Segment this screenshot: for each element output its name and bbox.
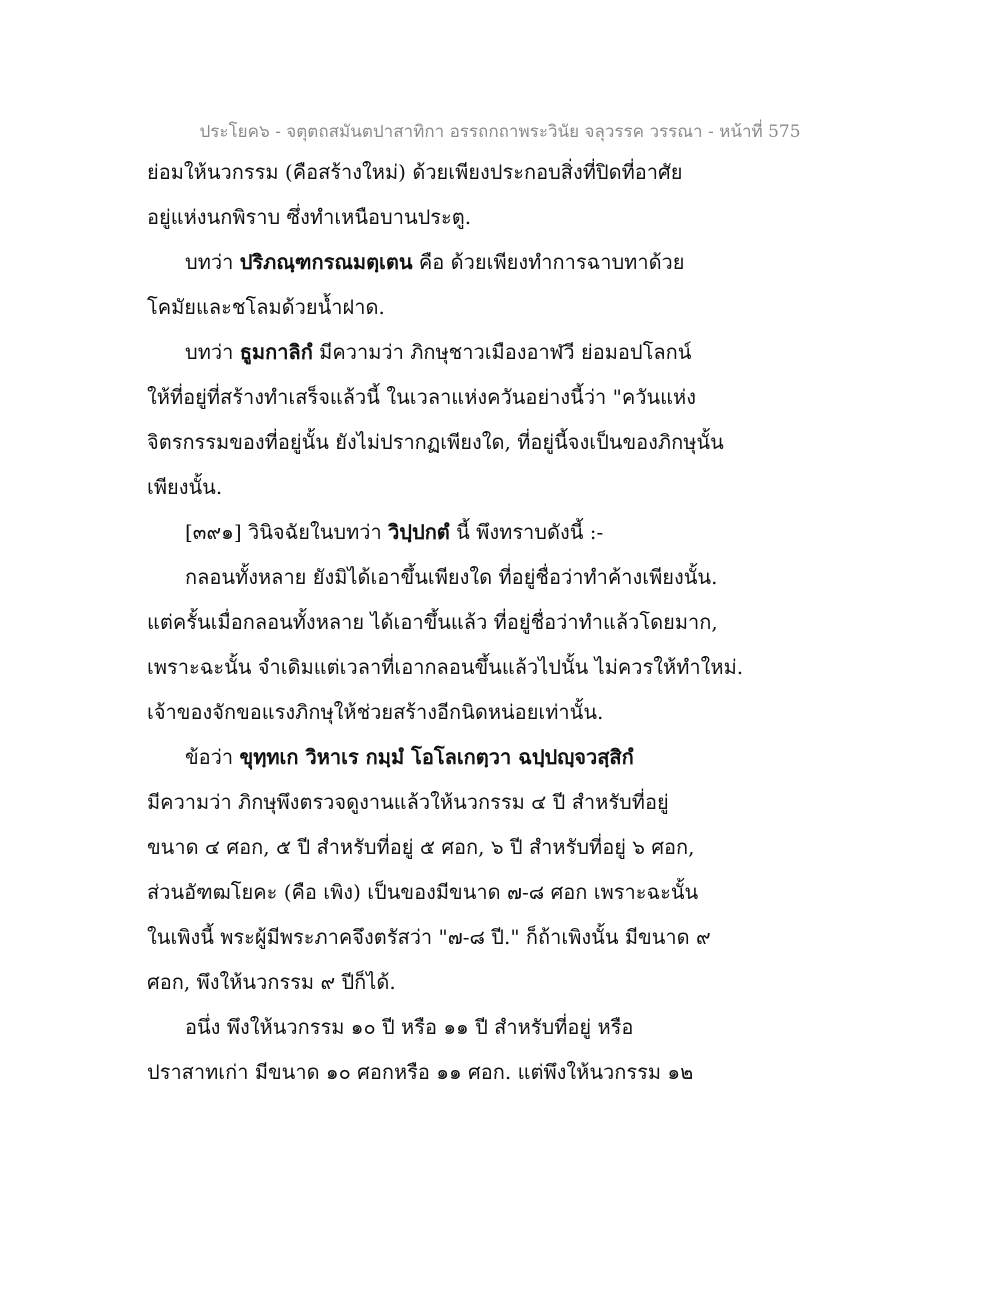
- text-span: อยู่แห่งนกพิราบ ซึ่งทำเหนือบานประตู.: [147, 205, 472, 229]
- text-span: ศอก, พึงให้นวกรรม ๙ ปีก็ได้.: [147, 970, 396, 994]
- text-span: เพราะฉะนั้น จำเดิมแต่เวลาที่เอากลอนขึ้นแล้วไปนั้น ไม่ควรให้ทำใหม่.: [147, 655, 744, 679]
- text-line: [147, 287, 867, 327]
- pali-term: ขุทฺทเก วิหาเร กมฺมํ โอโลเกตฺวา ฉปฺปญฺจวสฺสิกํ: [239, 745, 634, 769]
- text-span: เจ้าของจักขอแรงภิกษุให้ช่วยสร้างอีกนิดหน่อยเท่านั้น.: [147, 700, 604, 724]
- running-header: ประโยค๖ - จตุตถสมันตปาสาทิกา อรรถกถาพระวินัย จลุวรรค วรรณา - หน้าที่ 575: [199, 122, 801, 142]
- text-line: [147, 332, 867, 372]
- text-line: [147, 1052, 867, 1092]
- text-line: [147, 512, 867, 552]
- text-line: [147, 242, 867, 282]
- text-line: [147, 782, 867, 822]
- text-span: เพียงนั้น.: [147, 475, 223, 499]
- text-line: [147, 962, 867, 1002]
- text-span: อนึ่ง พึงให้นวกรรม ๑๐ ปี หรือ ๑๑ ปี สำหรับที่อยู่ หรือ: [185, 1015, 634, 1039]
- text-span: กลอนทั้งหลาย ยังมิได้เอาขึ้นเพียงใด ที่อยู่ชื่อว่าทำค้างเพียงนั้น.: [185, 565, 718, 589]
- pali-term: วิปฺปกตํ: [388, 520, 450, 544]
- text-span: ส่วนอัฑฒโยคะ (คือ เพิง) เป็นของมีขนาด ๗-๘ ศอก เพราะฉะนั้น: [147, 880, 699, 904]
- text-span: นี้ พึงทราบดังนี้ :-: [449, 520, 604, 544]
- text-span: ในเพิงนี้ พระผู้มีพระภาคจึงตรัสว่า "๗-๘ ปี." ก็ถ้าเพิงนั้น มีขนาด ๙: [147, 925, 711, 949]
- text-line: [147, 152, 867, 192]
- text-span: จิตรกรรมของที่อยู่นั้น ยังไม่ปรากฏเพียงใด, ที่อยู่นี้จงเป็นของภิกษุนั้น: [147, 430, 724, 454]
- text-span: โคมัยและชโลมด้วยน้ำฝาด.: [147, 295, 385, 319]
- text-span: มีความว่า ภิกษุชาวเมืองอาฬวี ย่อมอปโลกน์: [312, 340, 692, 364]
- text-span: ให้ที่อยู่ที่สร้างทำเสร็จแล้วนี้ ในเวลาแห่งควันอย่างนี้ว่า "ควันแห่ง: [147, 385, 696, 409]
- text-line: [147, 377, 867, 417]
- text-span: ข้อว่า: [185, 745, 240, 769]
- text-line: [147, 1007, 867, 1047]
- text-span: แต่ครั้นเมื่อกลอนทั้งหลาย ได้เอาขึ้นแล้ว ที่อยู่ชื่อว่าทำแล้วโดยมาก,: [147, 610, 718, 634]
- text-line: [147, 557, 867, 597]
- text-line: [147, 647, 867, 687]
- text-line: [147, 602, 867, 642]
- text-line: [147, 692, 867, 732]
- text-line: [147, 917, 867, 957]
- text-span: ย่อมให้นวกรรม (คือสร้างใหม่) ด้วยเพียงประกอบสิ่งที่ปิดที่อาศัย: [147, 160, 683, 184]
- text-span: ขนาด ๔ ศอก, ๕ ปี สำหรับที่อยู่ ๕ ศอก, ๖ ปี สำหรับที่อยู่ ๖ ศอก,: [147, 835, 695, 859]
- text-span: บทว่า: [185, 340, 240, 364]
- text-span: [๓๙๑] วินิจฉัยในบทว่า: [185, 520, 389, 544]
- text-span: ปราสาทเก่า มีขนาด ๑๐ ศอกหรือ ๑๑ ศอก. แต่พึงให้นวกรรม ๑๒: [147, 1060, 694, 1084]
- pali-term: ธูมกาลิกํ: [239, 340, 313, 364]
- text-line: [147, 827, 867, 867]
- text-line: [147, 197, 867, 237]
- text-line: [147, 422, 867, 462]
- text-line: [147, 467, 867, 507]
- text-line: [147, 872, 867, 912]
- body-text: [147, 152, 867, 1097]
- text-span: คือ ด้วยเพียงทำการฉาบทาด้วย: [412, 250, 685, 274]
- pali-term: ปริภณฺฑกรณมตฺเตน: [239, 250, 413, 274]
- text-line: [147, 737, 867, 777]
- text-span: บทว่า: [185, 250, 240, 274]
- text-span: มีความว่า ภิกษุพึงตรวจดูงานแล้วให้นวกรรม ๔ ปี สำหรับที่อยู่: [147, 790, 669, 814]
